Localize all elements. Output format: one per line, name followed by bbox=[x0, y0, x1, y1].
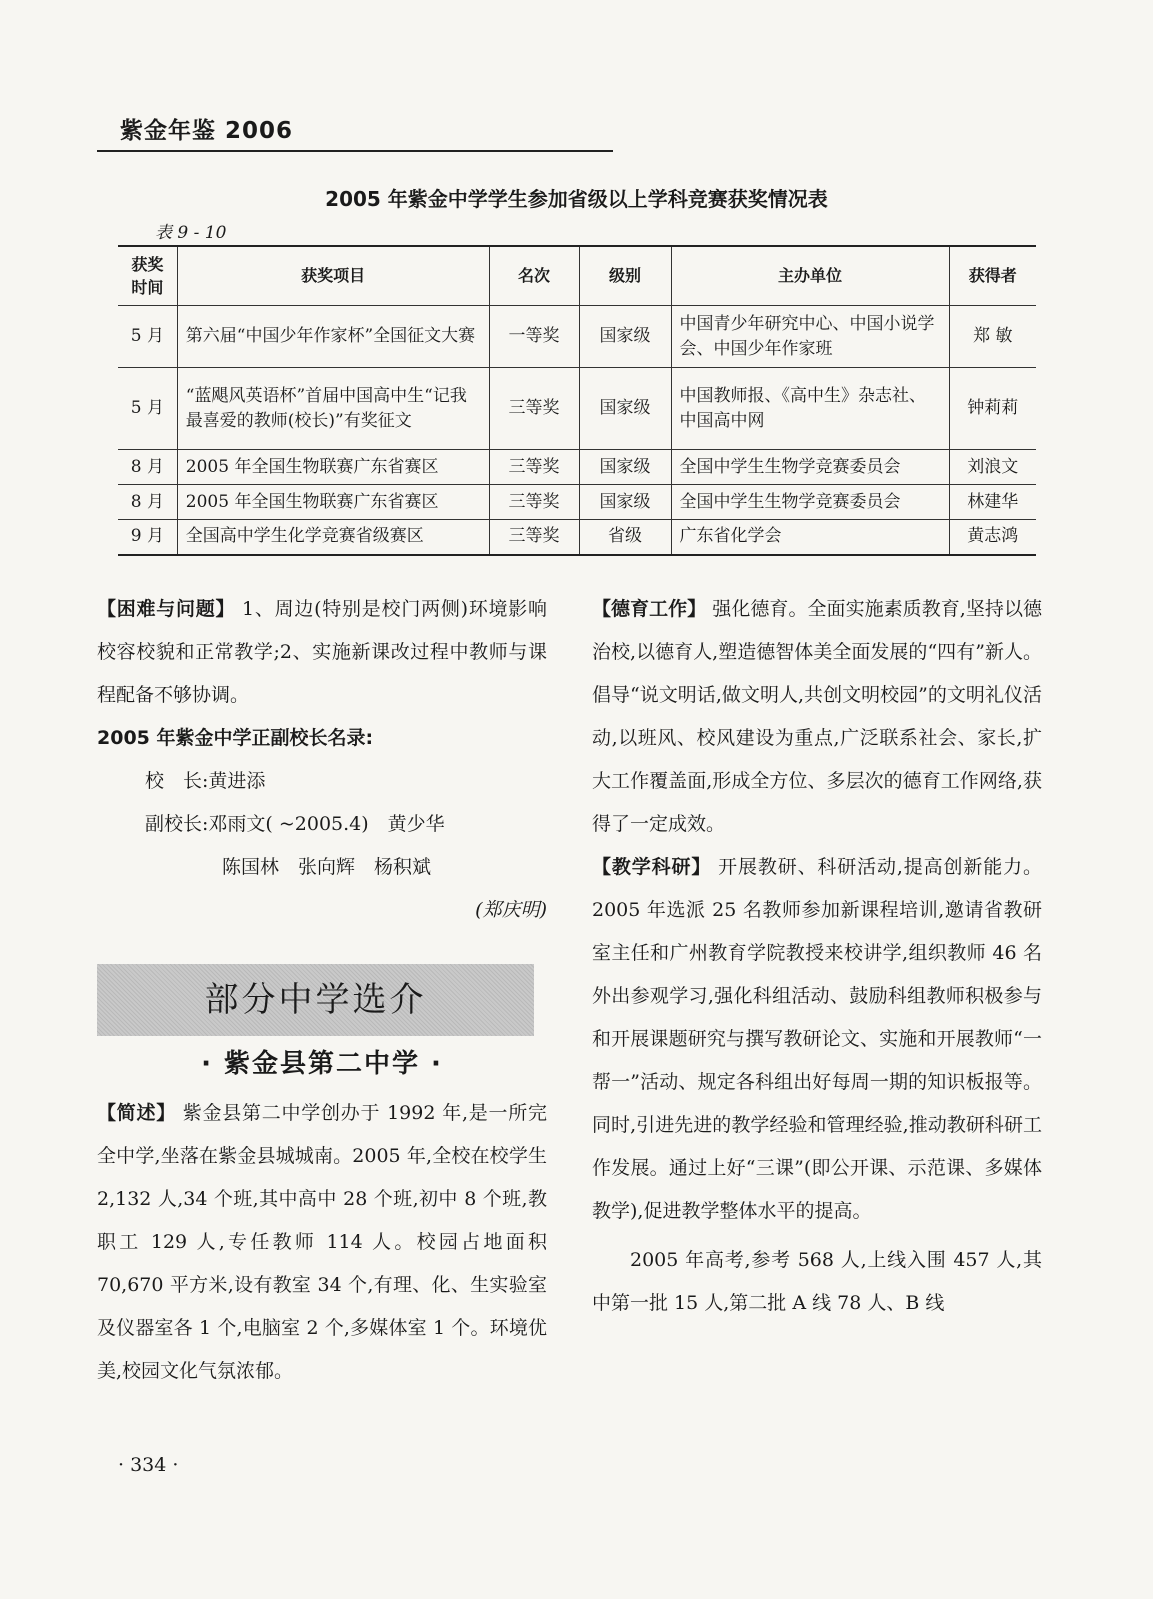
column-header-rank: 名次 bbox=[489, 246, 579, 306]
column-header-winner: 获得者 bbox=[949, 246, 1036, 306]
cell-winner: 郑 敏 bbox=[949, 306, 1036, 368]
cell-time: 8 月 bbox=[118, 485, 177, 520]
summary-text: 紫金县第二中学创办于 1992 年,是一所完全中学,坐落在紫金县城城南。2005 年,全校在校学生 2,132 人,34 个班,其中高中 28 个班,初中 8 个班,教职工 129 人,专任教师 114 人。校园占地面积 70,670 平方米,设有教室 34 个,有理、化、生实验室及仪器室各 1 个,电脑室 2 个,多媒体室 1 个。环境优美,校园文化气氛浓郁。 bbox=[97, 1102, 547, 1382]
yearbook-header-title: 紫金年鉴 2006 bbox=[120, 118, 294, 144]
table-row bbox=[118, 520, 1036, 555]
summary-paragraph bbox=[97, 1092, 547, 1393]
cell-rank: 三等奖 bbox=[489, 450, 579, 485]
header-rule bbox=[97, 150, 613, 152]
exam-paragraph: 2005 年高考,参考 568 人,上线入围 457 人,其中第一批 15 人,第二批 A 线 78 人、B 线 bbox=[592, 1249, 1042, 1314]
moral-education-paragraph bbox=[592, 588, 1042, 846]
cell-time: 9 月 bbox=[118, 520, 177, 555]
right-column bbox=[592, 588, 1042, 1325]
table-header-row bbox=[118, 246, 1036, 306]
cell-project: 2005 年全国生物联赛广东省赛区 bbox=[177, 450, 489, 485]
section-banner bbox=[97, 964, 534, 1036]
awards-table bbox=[118, 245, 1036, 556]
principals-title: 2005 年紫金中学正副校长名录: bbox=[97, 727, 374, 749]
cell-winner: 黄志鸿 bbox=[949, 520, 1036, 555]
cell-level: 国家级 bbox=[579, 485, 671, 520]
cell-winner: 刘浪文 bbox=[949, 450, 1036, 485]
moral-education-text: 强化德育。全面实施素质教育,坚持以德治校,以德育人,塑造德智体美全面发展的“四有”新人。倡导“说文明话,做文明人,共创文明校园”的文明礼仪活动,以班风、校风建设为重点,广泛联系社会、家长,扩大工作覆盖面,形成全方位、多层次的德育工作网络,获得了一定成效。 bbox=[592, 598, 1042, 835]
principal-line: 校 长:黄进添 bbox=[145, 770, 266, 792]
table-row bbox=[118, 306, 1036, 368]
school-title: · 紫金县第二中学 · bbox=[201, 1049, 443, 1079]
cell-level: 省级 bbox=[579, 520, 671, 555]
cell-organizer: 全国中学生生物学竞赛委员会 bbox=[671, 485, 949, 520]
cell-time: 5 月 bbox=[118, 368, 177, 450]
cell-time: 8 月 bbox=[118, 450, 177, 485]
page-number: · 334 · bbox=[118, 1454, 179, 1476]
cell-organizer: 中国教师报、《高中生》杂志社、中国高中网 bbox=[671, 368, 949, 450]
left-column bbox=[97, 588, 547, 1393]
vice-principal-line-1: 副校长:邓雨文( ~2005.4) 黄少华 bbox=[145, 813, 445, 835]
cell-level: 国家级 bbox=[579, 306, 671, 368]
difficulty-tag: 【困难与问题】 bbox=[97, 598, 236, 620]
cell-winner: 钟莉莉 bbox=[949, 368, 1036, 450]
author-signature: (郑庆明) bbox=[475, 899, 547, 921]
table-row bbox=[118, 485, 1036, 520]
cell-time: 5 月 bbox=[118, 306, 177, 368]
cell-project: 2005 年全国生物联赛广东省赛区 bbox=[177, 485, 489, 520]
moral-education-tag: 【德育工作】 bbox=[592, 598, 707, 620]
cell-rank: 三等奖 bbox=[489, 485, 579, 520]
cell-level: 国家级 bbox=[579, 368, 671, 450]
teaching-research-text: 开展教研、科研活动,提高创新能力。2005 年选派 25 名教师参加新课程培训,邀请省教研室主任和广州教育学院教授来校讲学,组织教师 46 名外出参观学习,强化科组活动、鼓励科组教师积极参与和开展课题研究与撰写教研论文、实施和开展教师“一帮一”活动、规定各科组出好每周一期的知识板报等。同时,引进先进的教学经验和管理经验,推动教研科研工作发展。通过上好“三课”(即公开课、示范课、多媒体教学),促进教学整体水平的提高。 bbox=[592, 856, 1042, 1222]
table-number: 表 9 - 10 bbox=[155, 223, 227, 243]
column-header-organizer: 主办单位 bbox=[671, 246, 949, 306]
column-header-level: 级别 bbox=[579, 246, 671, 306]
cell-project: “蓝飓风英语杯”首届中国高中生“记我最喜爱的教师(校长)”有奖征文 bbox=[177, 368, 489, 450]
teaching-research-tag: 【教学科研】 bbox=[592, 856, 712, 878]
summary-tag: 【简述】 bbox=[97, 1102, 176, 1124]
cell-organizer: 全国中学生生物学竞赛委员会 bbox=[671, 450, 949, 485]
cell-rank: 三等奖 bbox=[489, 520, 579, 555]
cell-project: 第六届“中国少年作家杯”全国征文大赛 bbox=[177, 306, 489, 368]
cell-winner: 林建华 bbox=[949, 485, 1036, 520]
section-banner-title: 部分中学选介 bbox=[204, 979, 427, 1020]
cell-rank: 一等奖 bbox=[489, 306, 579, 368]
table-title: 2005 年紫金中学学生参加省级以上学科竞赛获奖情况表 bbox=[325, 187, 828, 211]
cell-level: 国家级 bbox=[579, 450, 671, 485]
table-row bbox=[118, 368, 1036, 450]
table-row bbox=[118, 450, 1036, 485]
cell-organizer: 中国青少年研究中心、中国小说学会、中国少年作家班 bbox=[671, 306, 949, 368]
column-header-time: 获奖时间 bbox=[118, 246, 177, 306]
teaching-research-paragraph bbox=[592, 846, 1042, 1233]
cell-project: 全国高中学生化学竞赛省级赛区 bbox=[177, 520, 489, 555]
cell-rank: 三等奖 bbox=[489, 368, 579, 450]
difficulty-paragraph bbox=[97, 588, 547, 717]
difficulty-text: 1、周边(特别是校门两侧)环境影响校容校貌和正常教学;2、实施新课改过程中教师与课程配备不够协调。 bbox=[97, 598, 547, 706]
cell-organizer: 广东省化学会 bbox=[671, 520, 949, 555]
column-header-project: 获奖项目 bbox=[177, 246, 489, 306]
vice-principal-line-2: 陈国林 张向辉 杨积斌 bbox=[222, 856, 432, 878]
